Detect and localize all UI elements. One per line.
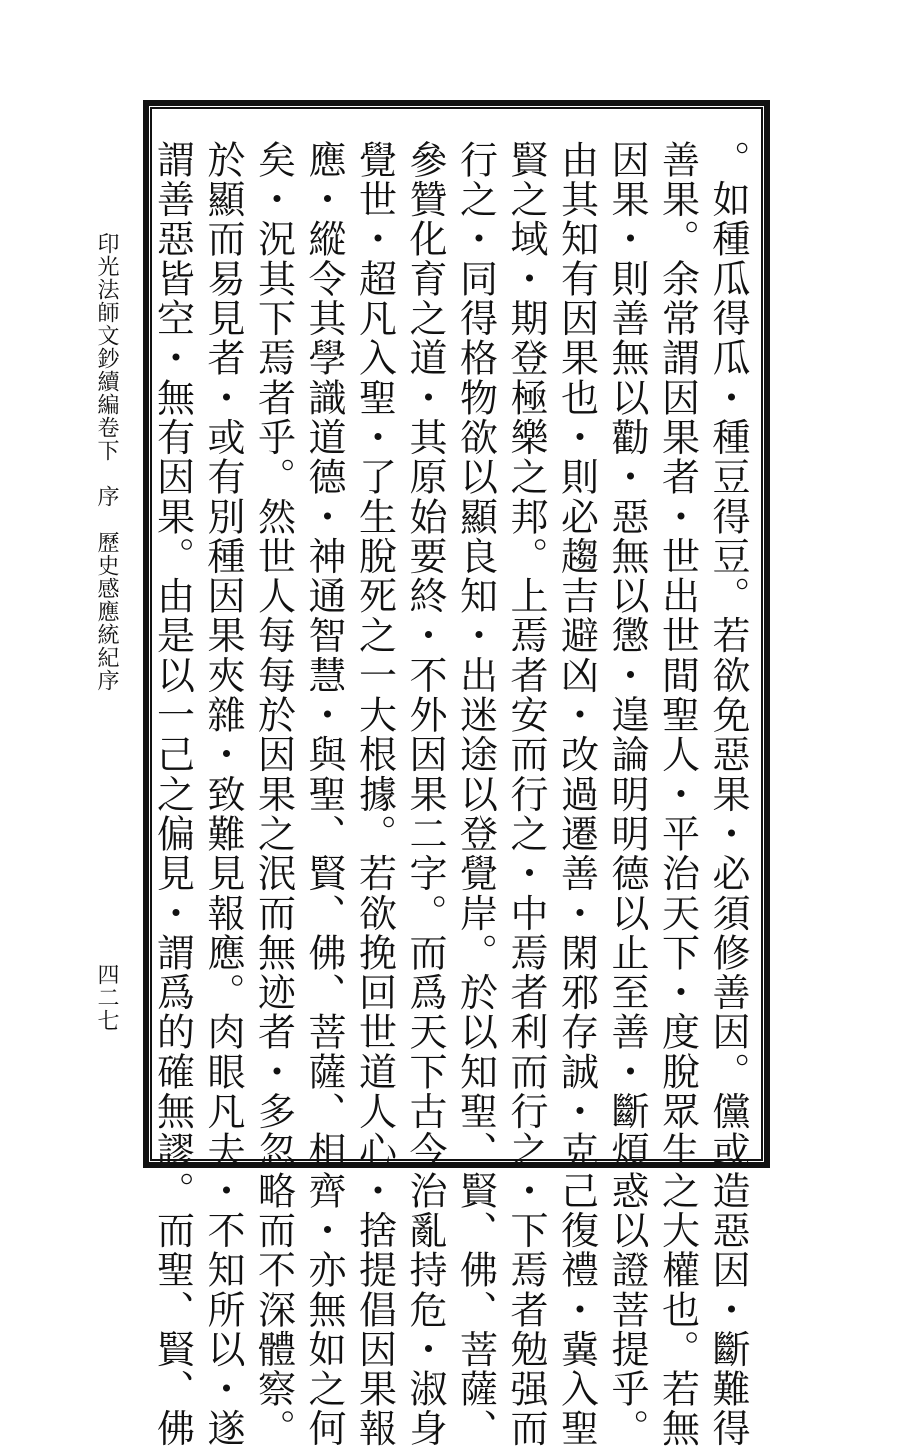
text-column: 應・縱令其學識道德・神通智慧・與聖、賢、佛、菩薩、相齊・亦無如之何 [302,140,346,1448]
text-column: 由其知有因果也・則必趨吉避凶・改過遷善・閑邪存誠・克己復禮・冀入聖 [554,140,599,1448]
text-column: 善果。余常謂因果者・世出世間聖人・平治天下・度脫眾生之大權也。若無 [655,140,700,1448]
text-column: 。如種瓜得瓜・種豆得豆。若欲免惡果・必須修善因。儻或造惡因・斷難得 [706,140,750,1448]
text-column: 參贊化育之道・其原始要終・不外因果二字。而爲天下古今治亂持危・淑身 [403,140,447,1448]
body-text [150,140,753,1448]
text-column: 矣・況其下焉者乎。然世人每每於因果之泯而無迹者・多忽略而不深體察。 [251,140,296,1448]
text-column: 因果・則善無以勸・惡無以懲・遑論明明德以止至善・斷煩惑以證菩提乎。 [605,140,649,1448]
text-column: 行之・同得格物欲以顯良知・出迷途以登覺岸。於以知聖、賢、佛、菩薩、 [453,140,498,1448]
text-column: 謂善惡皆空・無有因果。由是以一己之偏見・謂爲的確無謬。而聖、賢、佛 [150,140,195,1448]
page-number: 四二七 [94,963,119,1032]
text-column: 賢之域・期登極樂之邦。上焉者安而行之・中焉者利而行之・下焉者勉强而 [504,140,548,1448]
text-column: 於顯而易見者・或有別種因果夾雜・致難見報應。肉眼凡夫・不知所以・遂 [201,140,245,1448]
running-title: 印光法師文鈔續編卷下 序 歷史感應統紀序 [94,232,119,692]
text-column: 覺世・超凡入聖・了生脫死之一大根據。若欲挽回世道人心・捨提倡因果報 [352,140,397,1448]
